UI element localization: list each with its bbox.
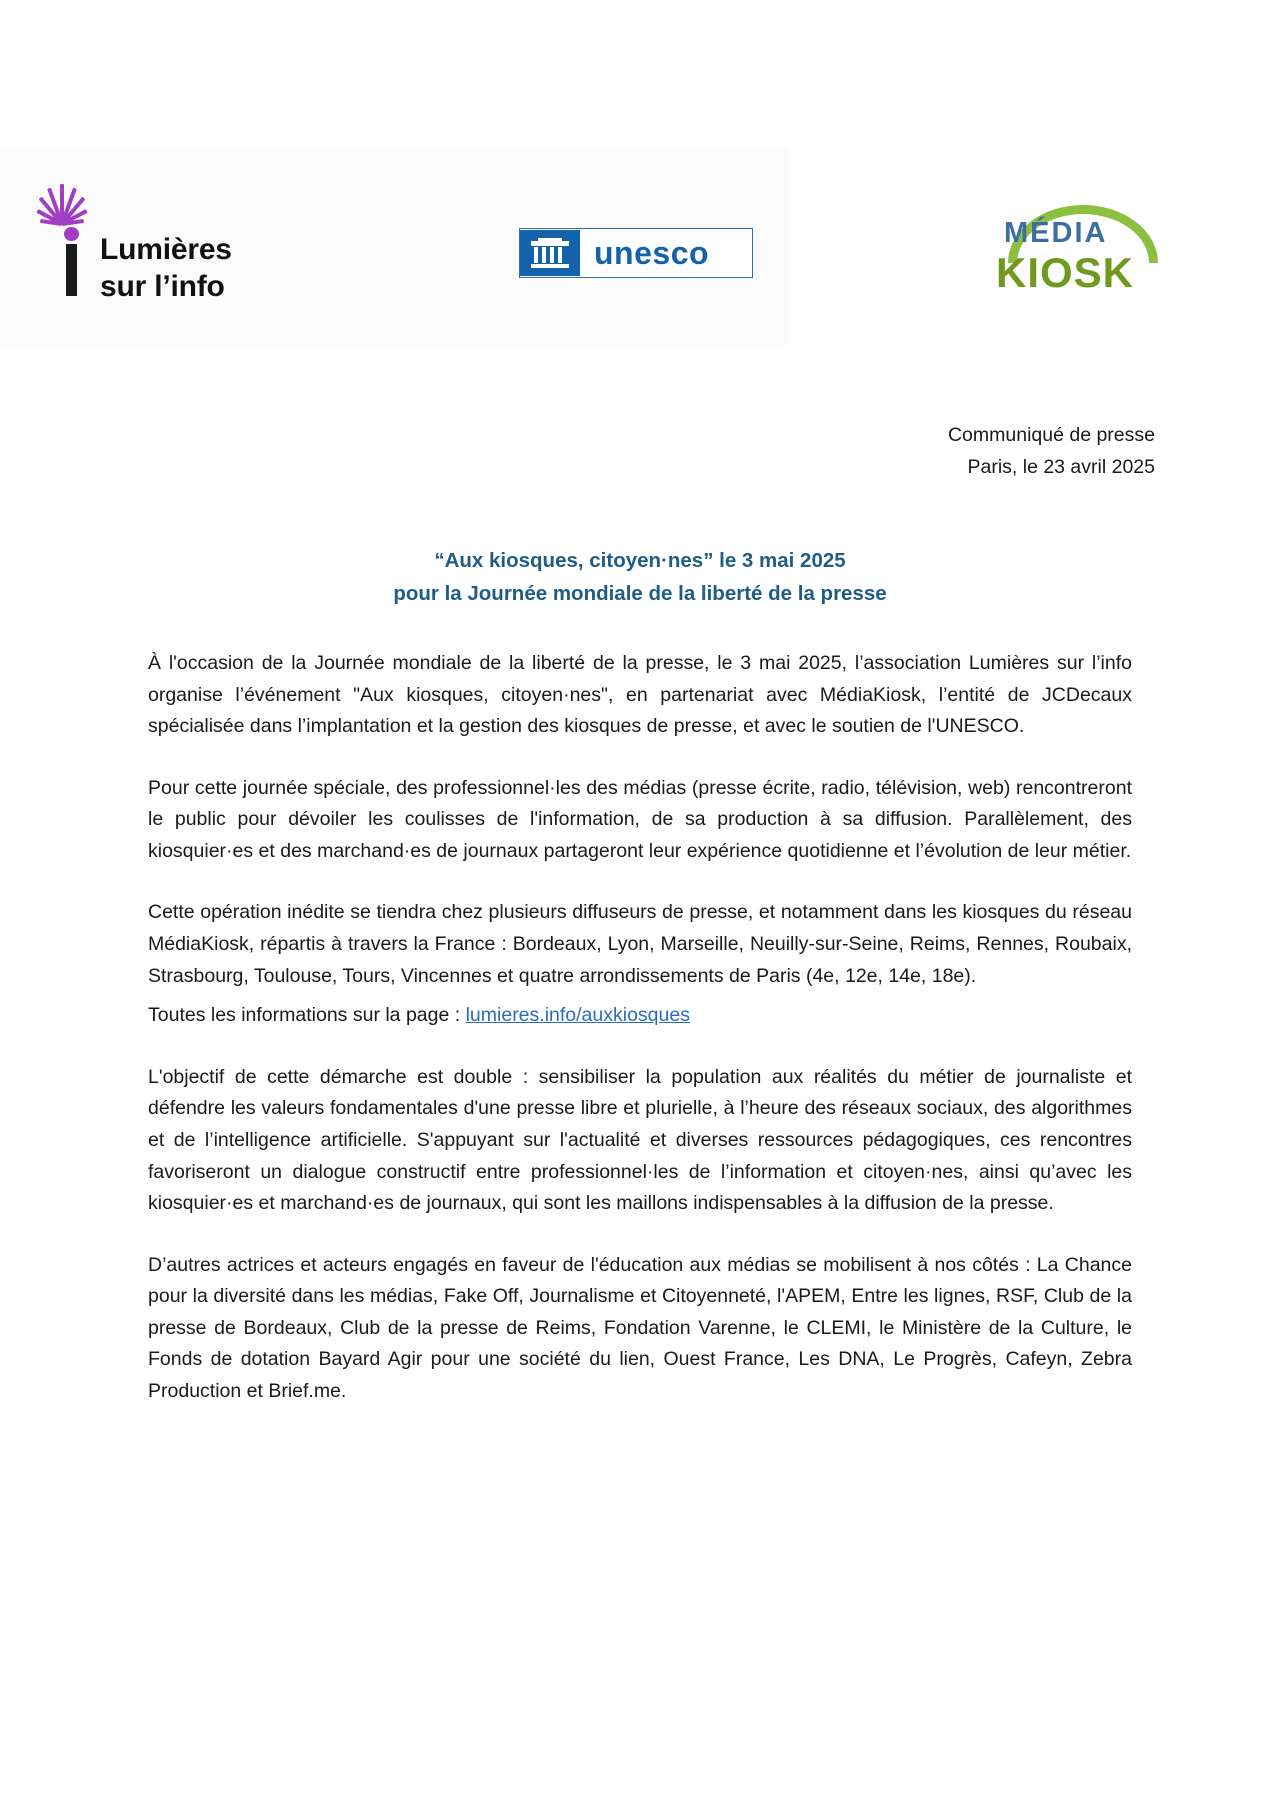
- info-line-prefix: Toutes les informations sur la page :: [148, 1004, 466, 1027]
- page-title: [150, 545, 1130, 611]
- unesco-wordmark: unesco: [594, 234, 710, 271]
- unesco-temple-icon: [520, 230, 580, 276]
- logo-lumieres-line2: sur l’info: [100, 269, 225, 303]
- document-type: Communiqué de presse: [947, 424, 1155, 446]
- paragraph-2: Pour cette journée spéciale, des professionnel·les des médias (presse écrite, radio, télévision, web) rencontreront le public pour dévoiler les coulisses de l'information, de sa production à sa diffusion. Parallèlement, des kiosquier·es et des marchand·es de journaux partageront leur expérience quotidienne et l’évolution de leur métier.: [148, 776, 1132, 862]
- logo-mediakiosk: [990, 205, 1170, 300]
- document-place-date: Paris, le 23 avril 2025: [967, 455, 1155, 478]
- auxkiosques-link[interactable]: lumieres.info/auxkiosques: [465, 1004, 690, 1027]
- page-title-line2: pour la Journée mondiale de la liberté de la presse: [393, 581, 887, 605]
- paragraph-4: [148, 1000, 1132, 1032]
- logo-mediakiosk-line1: MÉDIA: [1004, 217, 1108, 249]
- lumieres-stem: [66, 244, 77, 296]
- document-meta: [948, 420, 1155, 483]
- logo-unesco: [519, 228, 753, 278]
- logo-lumieres-text: [100, 232, 232, 305]
- page-title-line1: “Aux kiosques, citoyen·nes” le 3 mai 2025: [434, 549, 846, 572]
- logo-mediakiosk-line2: KIOSK: [996, 249, 1135, 296]
- document-body: [148, 648, 1132, 1408]
- paragraph-3: Cette opération inédite se tiendra chez plusieurs diffuseurs de presse, et notamment dans les kiosques du réseau MédiaKiosk, répartis à travers la France : Bordeaux, Lyon, Marseille, Neuilly-sur-Seine, Reims, Rennes, Roubaix, Strasbourg, Toulouse, Tours, Vincennes et quatre arrondissements de Paris (4e, 12e, 14e, 18e).: [148, 901, 1132, 987]
- paragraph-5: L'objectif de cette démarche est double : sensibiliser la population aux réalités du métier de journaliste et défendre les valeurs fondamentales d'une presse libre et plurielle, à l’heure des réseaux sociaux, des algorithmes et de l’intelligence artificielle. S'appuyant sur l'actualité et diverses ressources pédagogiques, ces rencontres favoriseront un dialogue constructif entre professionnel·les de l’information et citoyen·nes, ainsi qu’avec les kiosquier·es et marchand·es de journaux, qui sont les maillons indispensables à la diffusion de la presse.: [148, 1065, 1132, 1215]
- paragraph-6: D’autres actrices et acteurs engagés en faveur de l'éducation aux médias se mobilisent à nos côtés : La Chance pour la diversité dans les médias, Fake Off, Journalisme et Citoyenneté, l'APEM, Entre les lignes, RSF, Club de la presse de Bordeaux, Club de la presse de Reims, Fondation Varenne, le CLEMI, le Ministère de la Culture, le Fonds de dotation Bayard Agir pour une société du lien, Ouest France, Les DNA, Le Progrès, Cafeyn, Zebra Production et Brief.me.: [148, 1253, 1132, 1402]
- logo-lumieres-sur-linfo: [14, 178, 274, 303]
- lumieres-dot: [64, 227, 79, 241]
- logo-lumieres-line1: Lumières: [100, 233, 232, 266]
- paragraph-1: À l'occasion de la Journée mondiale de la liberté de la presse, le 3 mai 2025, l’association Lumières sur l’info organise l’événement "Aux kiosques, citoyen·nes", en partenariat avec MédiaKiosk, l’entité de JCDecaux spécialisée dans l’implantation et la gestion des kiosques de presse, et avec le soutien de l'UNESCO.: [148, 652, 1132, 738]
- light-burst-icon: [26, 184, 98, 248]
